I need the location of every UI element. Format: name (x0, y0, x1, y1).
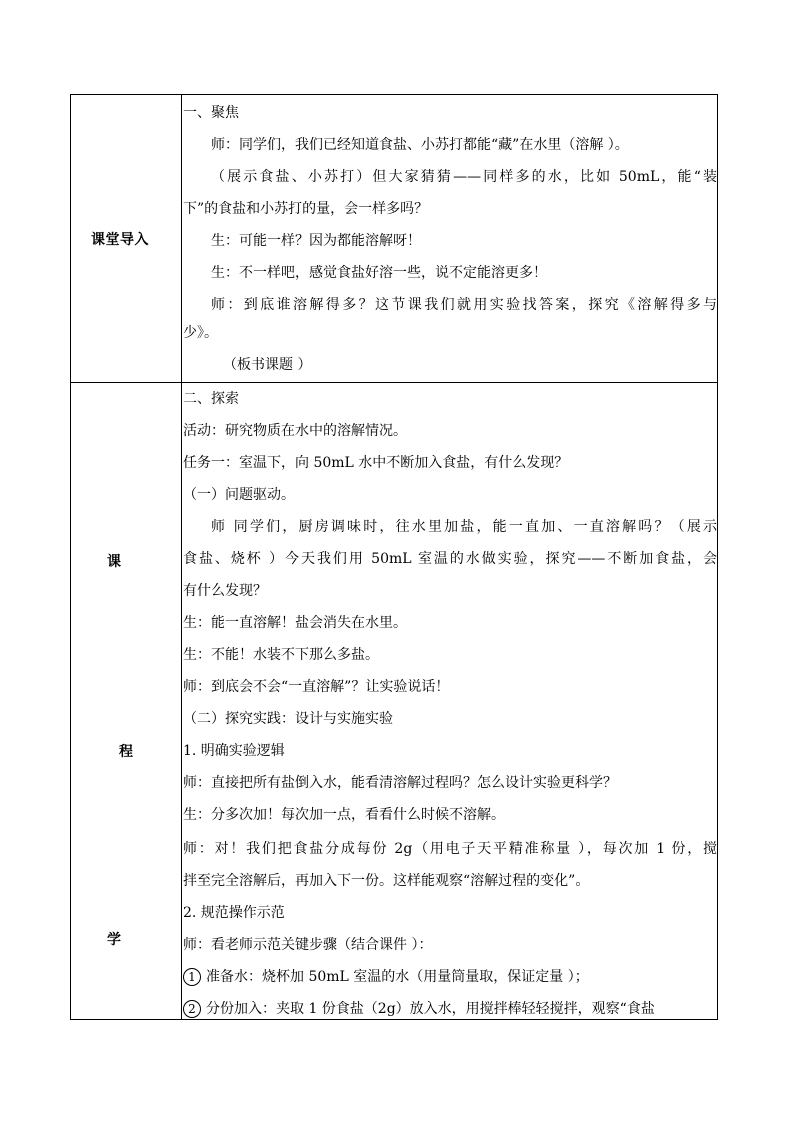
process-line: （一）问题驱动。 (183, 487, 295, 503)
process-line: 任务一：室温下，向 50mL 水中不断加入食盐，有什么发现？ (183, 455, 569, 471)
process-line: 师：到底会不会“一直溶解”？让实验说话！ (183, 679, 450, 695)
process-line: 师：直接把所有盐倒入水，能看清溶解过程吗？怎么设计实验更科学？ (183, 775, 617, 791)
intro-line: 生：可能一样？因为都能溶解呀！ (211, 233, 421, 249)
intro-line: 下”的食盐和小苏打的量，会一样多吗？ (183, 201, 429, 217)
process-line: 生：能一直溶解！盐会消失在水里。 (183, 615, 407, 631)
intro-line: 生：不一样吧，感觉食盐好溶一些，说不定能溶更多！ (211, 265, 547, 281)
column-divider (181, 95, 182, 1019)
process-line: （二）探究实践：设计与实施实验 (183, 711, 393, 727)
intro-heading: 一、聚焦 (183, 105, 239, 121)
process-line: 师：对！我们把食盐分成每份 2g（用电子天平精准称量 ），每次加 1 份，搅 (183, 841, 717, 857)
circled-number: 2 (183, 1000, 201, 1018)
lesson-table (70, 94, 718, 1020)
process-line: 师 同学们，厨房调味时，往水里加盐，能一直加、一直溶解吗？（展示 (211, 519, 717, 535)
process-label-char: 课 (107, 554, 122, 570)
intro-line: （展示食盐、小苏打）但大家猜猜——同样多的水，比如 50mL，能“装 (211, 169, 717, 185)
intro-line: 师：到底谁溶解得多？这节课我们就用实验找答案，探究《溶解得多与 (211, 297, 717, 313)
process-step (183, 993, 717, 1025)
process-line: 食盐、烧杯 ）今天我们用 50mL 室温的水做实验，探究——不断加食盐，会 (183, 551, 717, 567)
process-line: 1. 明确实验逻辑 (183, 743, 285, 759)
intro-line: （板书课题 ） (223, 357, 312, 373)
process-line: 有什么发现？ (183, 583, 267, 599)
process-heading: 二、探索 (183, 391, 239, 407)
step-text: 分份加入：夹取 1 份食盐（2g）放入水，用搅拌棒轻轻搅拌，观察“食盐 (206, 1001, 655, 1017)
circled-number: 1 (183, 968, 201, 986)
step-text: 准备水：烧杯加 50mL 室温的水（用量筒量取，保证定量 ）； (206, 969, 589, 985)
process-label-char: 学 (107, 932, 122, 948)
process-line: 师：看老师示范关键步骤（结合课件 ）： (183, 937, 433, 953)
process-line: 拌至完全溶解后，再加入下一份。这样能观察“溶解过程的变化”。 (183, 873, 590, 889)
row-divider (71, 382, 717, 383)
process-label-char: 程 (119, 744, 134, 760)
process-line: 生：不能！水装不下那么多盐。 (183, 647, 379, 663)
intro-label: 课堂导入 (91, 232, 149, 248)
process-line: 活动：研究物质在水中的溶解情况。 (183, 423, 407, 439)
process-line: 2. 规范操作示范 (183, 905, 285, 921)
intro-line: 师：同学们，我们已经知道食盐、小苏打都能“藏”在水里（溶解 ）。 (211, 137, 629, 153)
process-step (183, 961, 589, 993)
process-line: 生：分多次加！每次加一点，看看什么时候不溶解。 (183, 807, 505, 823)
intro-line: 少》。 (183, 325, 218, 341)
